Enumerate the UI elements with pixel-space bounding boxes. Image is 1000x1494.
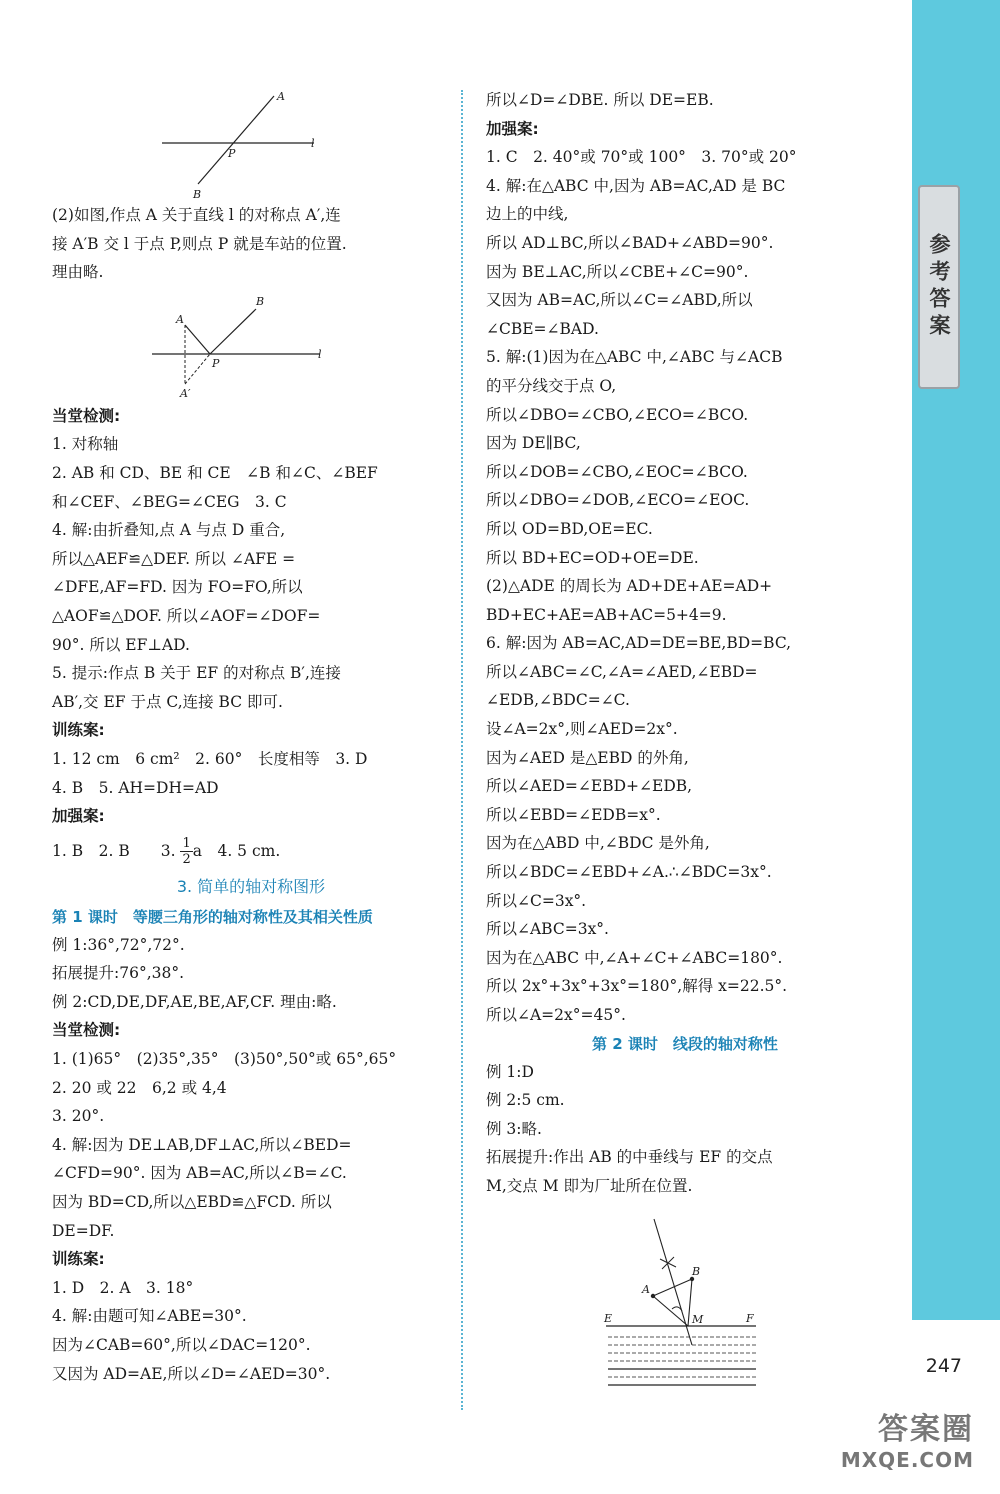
answer-line: 2. 20 或 22 6,2 或 4,4	[52, 1078, 227, 1097]
answer-line: 例 3:略.	[486, 1119, 542, 1138]
answer-line: 1. 12 cm 6 cm² 2. 60° 长度相等 3. D	[52, 749, 368, 768]
answer-line: 的平分线交于点 O,	[486, 376, 617, 395]
answer-line: (2)△ADE 的周长为 AD+DE+AE=AD+	[486, 577, 773, 596]
answer-line: 例 1:D	[486, 1062, 534, 1081]
fraction-prefix: 1. B 2. B 3.	[52, 841, 181, 860]
fig2-label-p: P	[212, 356, 220, 370]
answer-line: 4. 解:由折叠知,点 A 与点 D 重合,	[52, 521, 286, 540]
heading-in-class-check: 当堂检测:	[52, 1021, 121, 1040]
answer-line: 所以∠D=∠DBE. 所以 DE=EB.	[486, 91, 714, 109]
answer-line: 2. AB 和 CD、BE 和 CE ∠B 和∠C、∠BEF	[52, 463, 378, 482]
figure-perpendicular-bisector	[486, 1209, 884, 1394]
answer-line: 所以∠EBD=∠EDB=x°.	[486, 805, 661, 824]
answer-line: ∠DFE,AF=FD. 因为 FO=FO,所以	[52, 578, 303, 597]
answer-line: 1. 对称轴	[52, 435, 119, 454]
answer-line: 所以 AD⊥BC,所以∠BAD+∠ABD=90°.	[486, 233, 774, 252]
answer-line: 又因为 AD=AE,所以∠D=∠AED=30°.	[52, 1364, 331, 1383]
answer-line: 例 2:CD,DE,DF,AE,BE,AF,CF. 理由:略.	[52, 992, 337, 1011]
heading-reinforcement: 加强案:	[486, 119, 539, 138]
fig3-label-e: E	[604, 1311, 613, 1325]
answer-line: 所以 BD+EC=OD+OE=DE.	[486, 548, 699, 567]
answer-line: 所以∠AED=∠EBD+∠EDB,	[486, 777, 693, 796]
answer-line: 1. (1)65° (2)35°,35° (3)50°,50°或 65°,65°	[52, 1050, 397, 1069]
answer-line: 1. C 2. 40°或 70°或 100° 3. 70°或 20°	[486, 148, 797, 167]
fig1-label-l: l	[311, 137, 315, 150]
fig3-label-m: M	[692, 1312, 704, 1326]
fig3-label-a: A	[642, 1282, 650, 1296]
answer-line: 边上的中线,	[486, 205, 569, 224]
left-column	[52, 86, 450, 1388]
answer-line: 所以∠BDC=∠EBD+∠A.∴∠BDC=3x°.	[486, 863, 772, 882]
answer-line: 拓展提升:作出 AB 的中垂线与 EF 的交点	[486, 1148, 773, 1167]
answer-line: ∠CBE=∠BAD.	[486, 319, 599, 338]
answer-line: M,交点 M 即为厂址所在位置.	[486, 1176, 693, 1195]
answer-line: AB′,交 EF 于点 C,连接 BC 即可.	[52, 692, 283, 711]
answer-line: 所以∠ABC=∠C,∠A=∠AED,∠EBD=	[486, 662, 758, 681]
answer-line: 5. 提示:作点 B 关于 EF 的对称点 B′,连接	[52, 664, 341, 683]
answer-line: 6. 解:因为 AB=AC,AD=DE=BE,BD=BC,	[486, 634, 792, 653]
answer-line: ∠CFD=90°. 因为 AB=AC,所以∠B=∠C.	[52, 1164, 347, 1183]
fraction-after: a 4. 5 cm.	[192, 841, 281, 860]
answer-line: DE=DF.	[52, 1221, 115, 1240]
watermark-logo-text: 答案圈	[878, 1412, 974, 1447]
fig1-label-b: B	[193, 188, 202, 201]
answer-line: 90°. 所以 EF⊥AD.	[52, 635, 190, 654]
paragraph-line: (2)如图,作点 A 关于直线 l 的对称点 A′,连	[52, 206, 341, 224]
answer-line: 4. B 5. AH=DH=AD	[52, 778, 219, 797]
answer-line: 因为在△ABC 中,∠A+∠C+∠ABC=180°.	[486, 948, 783, 967]
watermark-url: MXQE.COM	[840, 1448, 974, 1472]
answer-line: 例 2:5 cm.	[486, 1091, 565, 1110]
fraction-denominator: 2	[182, 852, 191, 868]
fig2-label-b: B	[256, 294, 265, 308]
answer-line: 拓展提升:76°,38°.	[52, 964, 185, 983]
heading-reinforcement: 加强案:	[52, 807, 105, 826]
figure-line-symmetry-1	[52, 86, 450, 201]
fraction-numerator: 1	[182, 836, 191, 852]
heading-training: 训练案:	[52, 721, 105, 740]
answer-line: △AOF≌△DOF. 所以∠AOF=∠DOF=	[52, 606, 321, 625]
lesson-1-title: 第 1 课时 等腰三角形的轴对称性及其相关性质	[52, 907, 373, 926]
page-number: 247	[925, 1355, 962, 1377]
answer-line: 因为 DE∥BC,	[486, 434, 581, 453]
fig3-label-f: F	[746, 1311, 754, 1325]
right-column	[486, 86, 884, 1394]
answer-line: 所以 OD=BD,OE=EC.	[486, 519, 653, 538]
side-tab-label: 参考答案	[927, 233, 951, 341]
answer-line: 所以∠DBO=∠DOB,∠ECO=∠EOC.	[486, 491, 750, 510]
watermark	[841, 1404, 974, 1472]
section-title: 3. 简单的轴对称图形	[176, 876, 326, 896]
answer-line-fraction	[52, 831, 450, 871]
answer-line: 所以∠A=2x°=45°.	[486, 1006, 626, 1024]
answer-line: 所以∠ABC=3x°.	[486, 920, 609, 939]
answer-line: 例 1:36°,72°,72°.	[52, 935, 185, 954]
answer-line: 所以∠DOB=∠CBO,∠EOC=∠BCO.	[486, 462, 748, 481]
answer-line: 4. 解:因为 DE⊥AB,DF⊥AC,所以∠BED=	[52, 1135, 352, 1154]
answer-line: 因为∠CAB=60°,所以∠DAC=120°.	[52, 1336, 311, 1354]
answer-line: ∠EDB,∠BDC=∠C.	[486, 691, 630, 710]
fig3-label-b: B	[692, 1264, 701, 1278]
answer-line: 3. 20°.	[52, 1107, 105, 1126]
answer-line: 1. D 2. A 3. 18°	[52, 1278, 194, 1297]
fig2-label-l: l	[318, 347, 322, 361]
paragraph-line: 理由略.	[52, 263, 104, 282]
heading-training: 训练案:	[52, 1250, 105, 1269]
answer-line: 因为在△ABD 中,∠BDC 是外角,	[486, 834, 710, 853]
answer-line: 所以△AEF≌△DEF. 所以 ∠AFE =	[52, 549, 296, 568]
fig2-label-a-prime: A′	[180, 386, 191, 400]
fig1-label-a: A	[277, 90, 285, 103]
heading-in-class-check: 当堂检测:	[52, 406, 121, 425]
paragraph-line: 接 A′B 交 l 于点 P,则点 P 就是车站的位置.	[52, 234, 347, 253]
side-tab	[918, 185, 960, 389]
answer-line: 5. 解:(1)因为在△ABC 中,∠ABC 与∠ACB	[486, 348, 783, 367]
fig2-label-a: A	[176, 312, 184, 326]
lesson-2-title: 第 2 课时 线段的轴对称性	[592, 1034, 778, 1053]
answer-line: BD+EC+AE=AB+AC=5+4=9.	[486, 605, 727, 624]
column-divider	[461, 90, 463, 1410]
answer-line: 设∠A=2x°,则∠AED=2x°.	[486, 720, 678, 739]
answer-line: 因为∠AED 是△EBD 的外角,	[486, 748, 689, 767]
answer-line: 因为 BD=CD,所以△EBD≌△FCD. 所以	[52, 1193, 332, 1212]
figure-line-symmetry-2	[52, 287, 450, 402]
answer-line: 4. 解:在△ABC 中,因为 AB=AC,AD 是 BC	[486, 176, 786, 195]
answer-line: 所以∠DBO=∠CBO,∠ECO=∠BCO.	[486, 405, 749, 424]
answer-line: 和∠CEF、∠BEG=∠CEG 3. C	[52, 492, 287, 511]
answer-line: 所以 2x°+3x°+3x°=180°,解得 x=22.5°.	[486, 977, 788, 996]
answer-line: 4. 解:由题可知∠ABE=30°.	[52, 1307, 247, 1326]
answer-line: 所以∠C=3x°.	[486, 891, 587, 910]
answer-line: 因为 BE⊥AC,所以∠CBE+∠C=90°.	[486, 262, 749, 281]
answer-line: 又因为 AB=AC,所以∠C=∠ABD,所以	[486, 291, 753, 310]
fig1-label-p: P	[228, 147, 236, 160]
